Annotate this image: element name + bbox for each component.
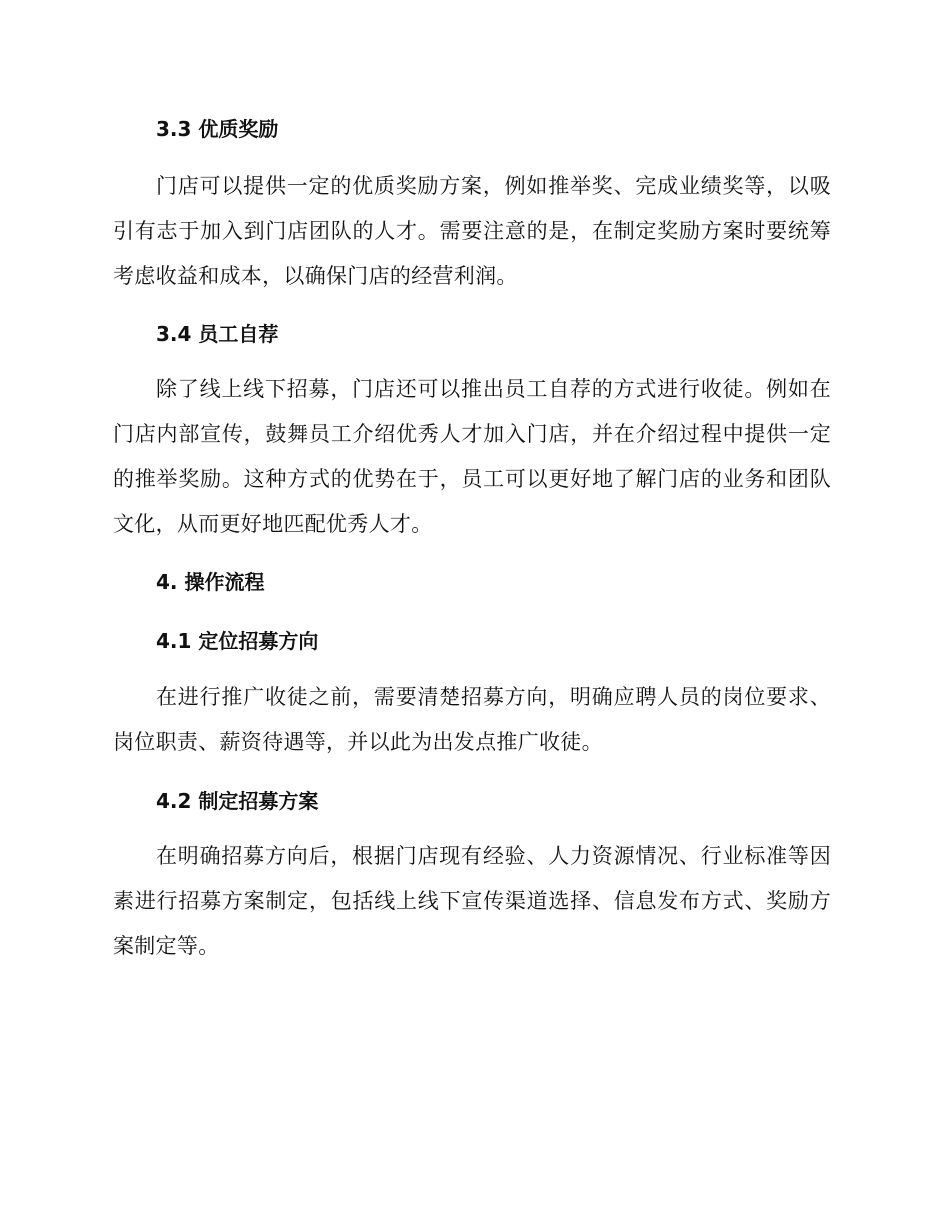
section-heading-4: 4. 操作流程 (156, 570, 265, 594)
section-heading-4-1: 4.1 定位招募方向 (156, 629, 319, 653)
section-heading-3-4: 3.4 员工自荐 (156, 322, 279, 346)
section-heading-3-3: 3.3 优质奖励 (156, 117, 279, 141)
section-paragraph-3-3: 门店可以提供一定的优质奖励方案，例如推举奖、完成业绩奖等，以吸引有志于加入到门店团队的人才。需要注意的是，在制定奖励方案时要统筹考虑收益和成本，以确保门店的经营利润。 (113, 174, 831, 288)
section-paragraph-4-1: 在进行推广收徒之前，需要清楚招募方向，明确应聘人员的岗位要求、岗位职责、薪资待遇等，并以此为出发点推广收徒。 (113, 685, 831, 754)
section-paragraph-3-4: 除了线上线下招募，门店还可以推出员工自荐的方式进行收徒。例如在门店内部宣传，鼓舞员工介绍优秀人才加入门店，并在介绍过程中提供一定的推举奖励。这种方式的优势在于，员工可以更好地了解门店的业务和团队文化，从而更好地匹配优秀人才。 (113, 377, 831, 536)
section-heading-4-2: 4.2 制定招募方案 (156, 789, 319, 813)
section-paragraph-4-2: 在明确招募方向后，根据门店现有经验、人力资源情况、行业标准等因素进行招募方案制定，包括线上线下宣传渠道选择、信息发布方式、奖励方案制定等。 (113, 844, 831, 958)
